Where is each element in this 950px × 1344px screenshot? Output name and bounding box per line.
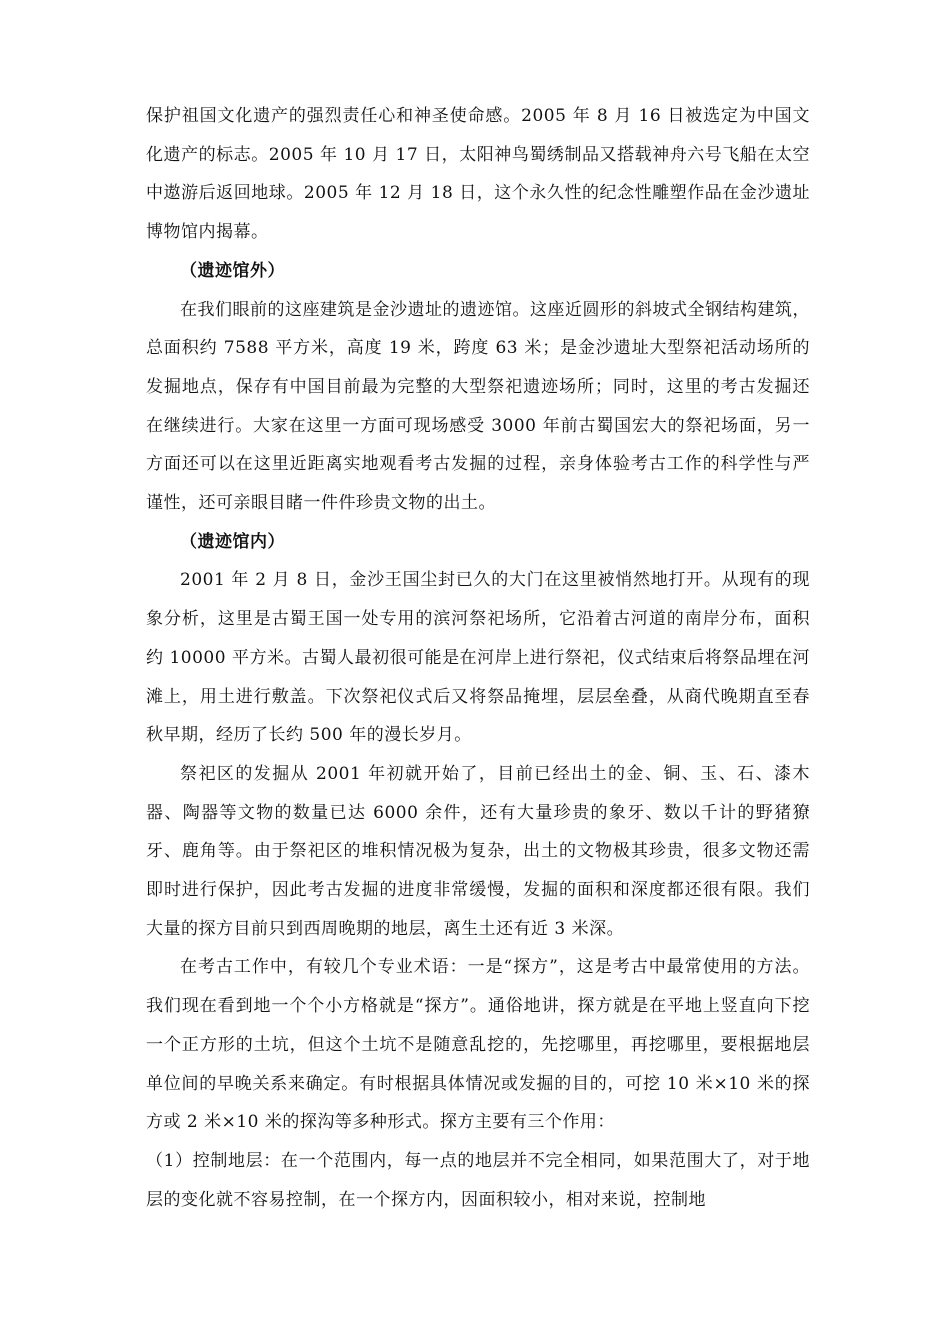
paragraph-6: （1）控制地层：在一个范围内，每一点的地层并不完全相同，如果范围大了，对于地层的变化就不容易控制，在一个探方内，因面积较小，相对来说，控制地 xyxy=(146,1150,810,1210)
paragraph-4: 祭祀区的发掘从 2001 年初就开始了，目前已经出土的金、铜、玉、石、漆木器、陶器等文物的数量已达 6000 余件，还有大量珍贵的象牙、数以千计的野猪獠牙、鹿角等。由于祭祀区的堆积情况极为复杂，出土的文物极其珍贵，很多文物还需即时进行保护，因此考古发掘的进度非常缓慢，发掘的面积和深度都还很有限。我们大量的探方目前只到西周晚期的地层，离生土还有近 3 米深。 xyxy=(146,763,810,939)
paragraph-5: 在考古工作中，有较几个专业术语：一是“探方”，这是考古中最常使用的方法。我们现在看到地一个个小方格就是“探方”。通俗地讲，探方就是在平地上竖直向下挖一个正方形的土坑，但这个土坑不是随意乱挖的，先挖哪里，再挖哪里，要根据地层单位间的早晚关系来确定。有时根据具体情况或发掘的目的，可挖 10 米×10 米的探方或 2 米×10 米的探沟等多种形式。探方主要有三个作用： xyxy=(146,957,810,1133)
paragraph-3: 2001 年 2 月 8 日，金沙王国尘封已久的大门在这里被悄然地打开。从现有的现象分析，这里是古蜀王国一处专用的滨河祭祀场所，它沿着古河道的南岸分布，面积约 10000 平方米。古蜀人最初很可能是在河岸上进行祭祀，仪式结束后将祭品埋在河滩上，用土进行敷盖。下次祭祀仪式后又将祭品掩埋，层层垒叠，从商代晚期直至春秋早期，经历了长约 500 年的漫长岁月。 xyxy=(146,570,810,746)
paragraph-1: 保护祖国文化遗产的强烈责任心和神圣使命感。2005 年 8 月 16 日被选定为中国文化遗产的标志。2005 年 10 月 17 日，太阳神鸟蜀绣制品又搭载神舟六号飞船在太空中遨游后返回地球。2005 年 12 月 18 日，这个永久性的纪念性雕塑作品在金沙遗址博物馆内揭幕。 xyxy=(146,106,810,243)
paragraph-2: 在我们眼前的这座建筑是金沙遗址的遗迹馆。这座近圆形的斜坡式全钢结构建筑，总面积约 7588 平方米，高度 19 米，跨度 63 米；是金沙遗址大型祭祀活动场所的发掘地点，保存有中国目前最为完整的大型祭祀遗迹场所；同时，这里的考古发掘还在继续进行。大家在这里一方面可现场感受 3000 年前古蜀国宏大的祭祀场面，另一方面还可以在这里近距离实地观看考古发掘的过程，亲身体验考古工作的科学性与严谨性，还可亲眼目睹一件件珍贵文物的出土。 xyxy=(146,299,810,514)
document-body xyxy=(146,97,810,1219)
section-heading-inside-museum: （遗迹馆内） xyxy=(180,531,285,552)
section-heading-outside-museum: （遗迹馆外） xyxy=(180,260,285,281)
